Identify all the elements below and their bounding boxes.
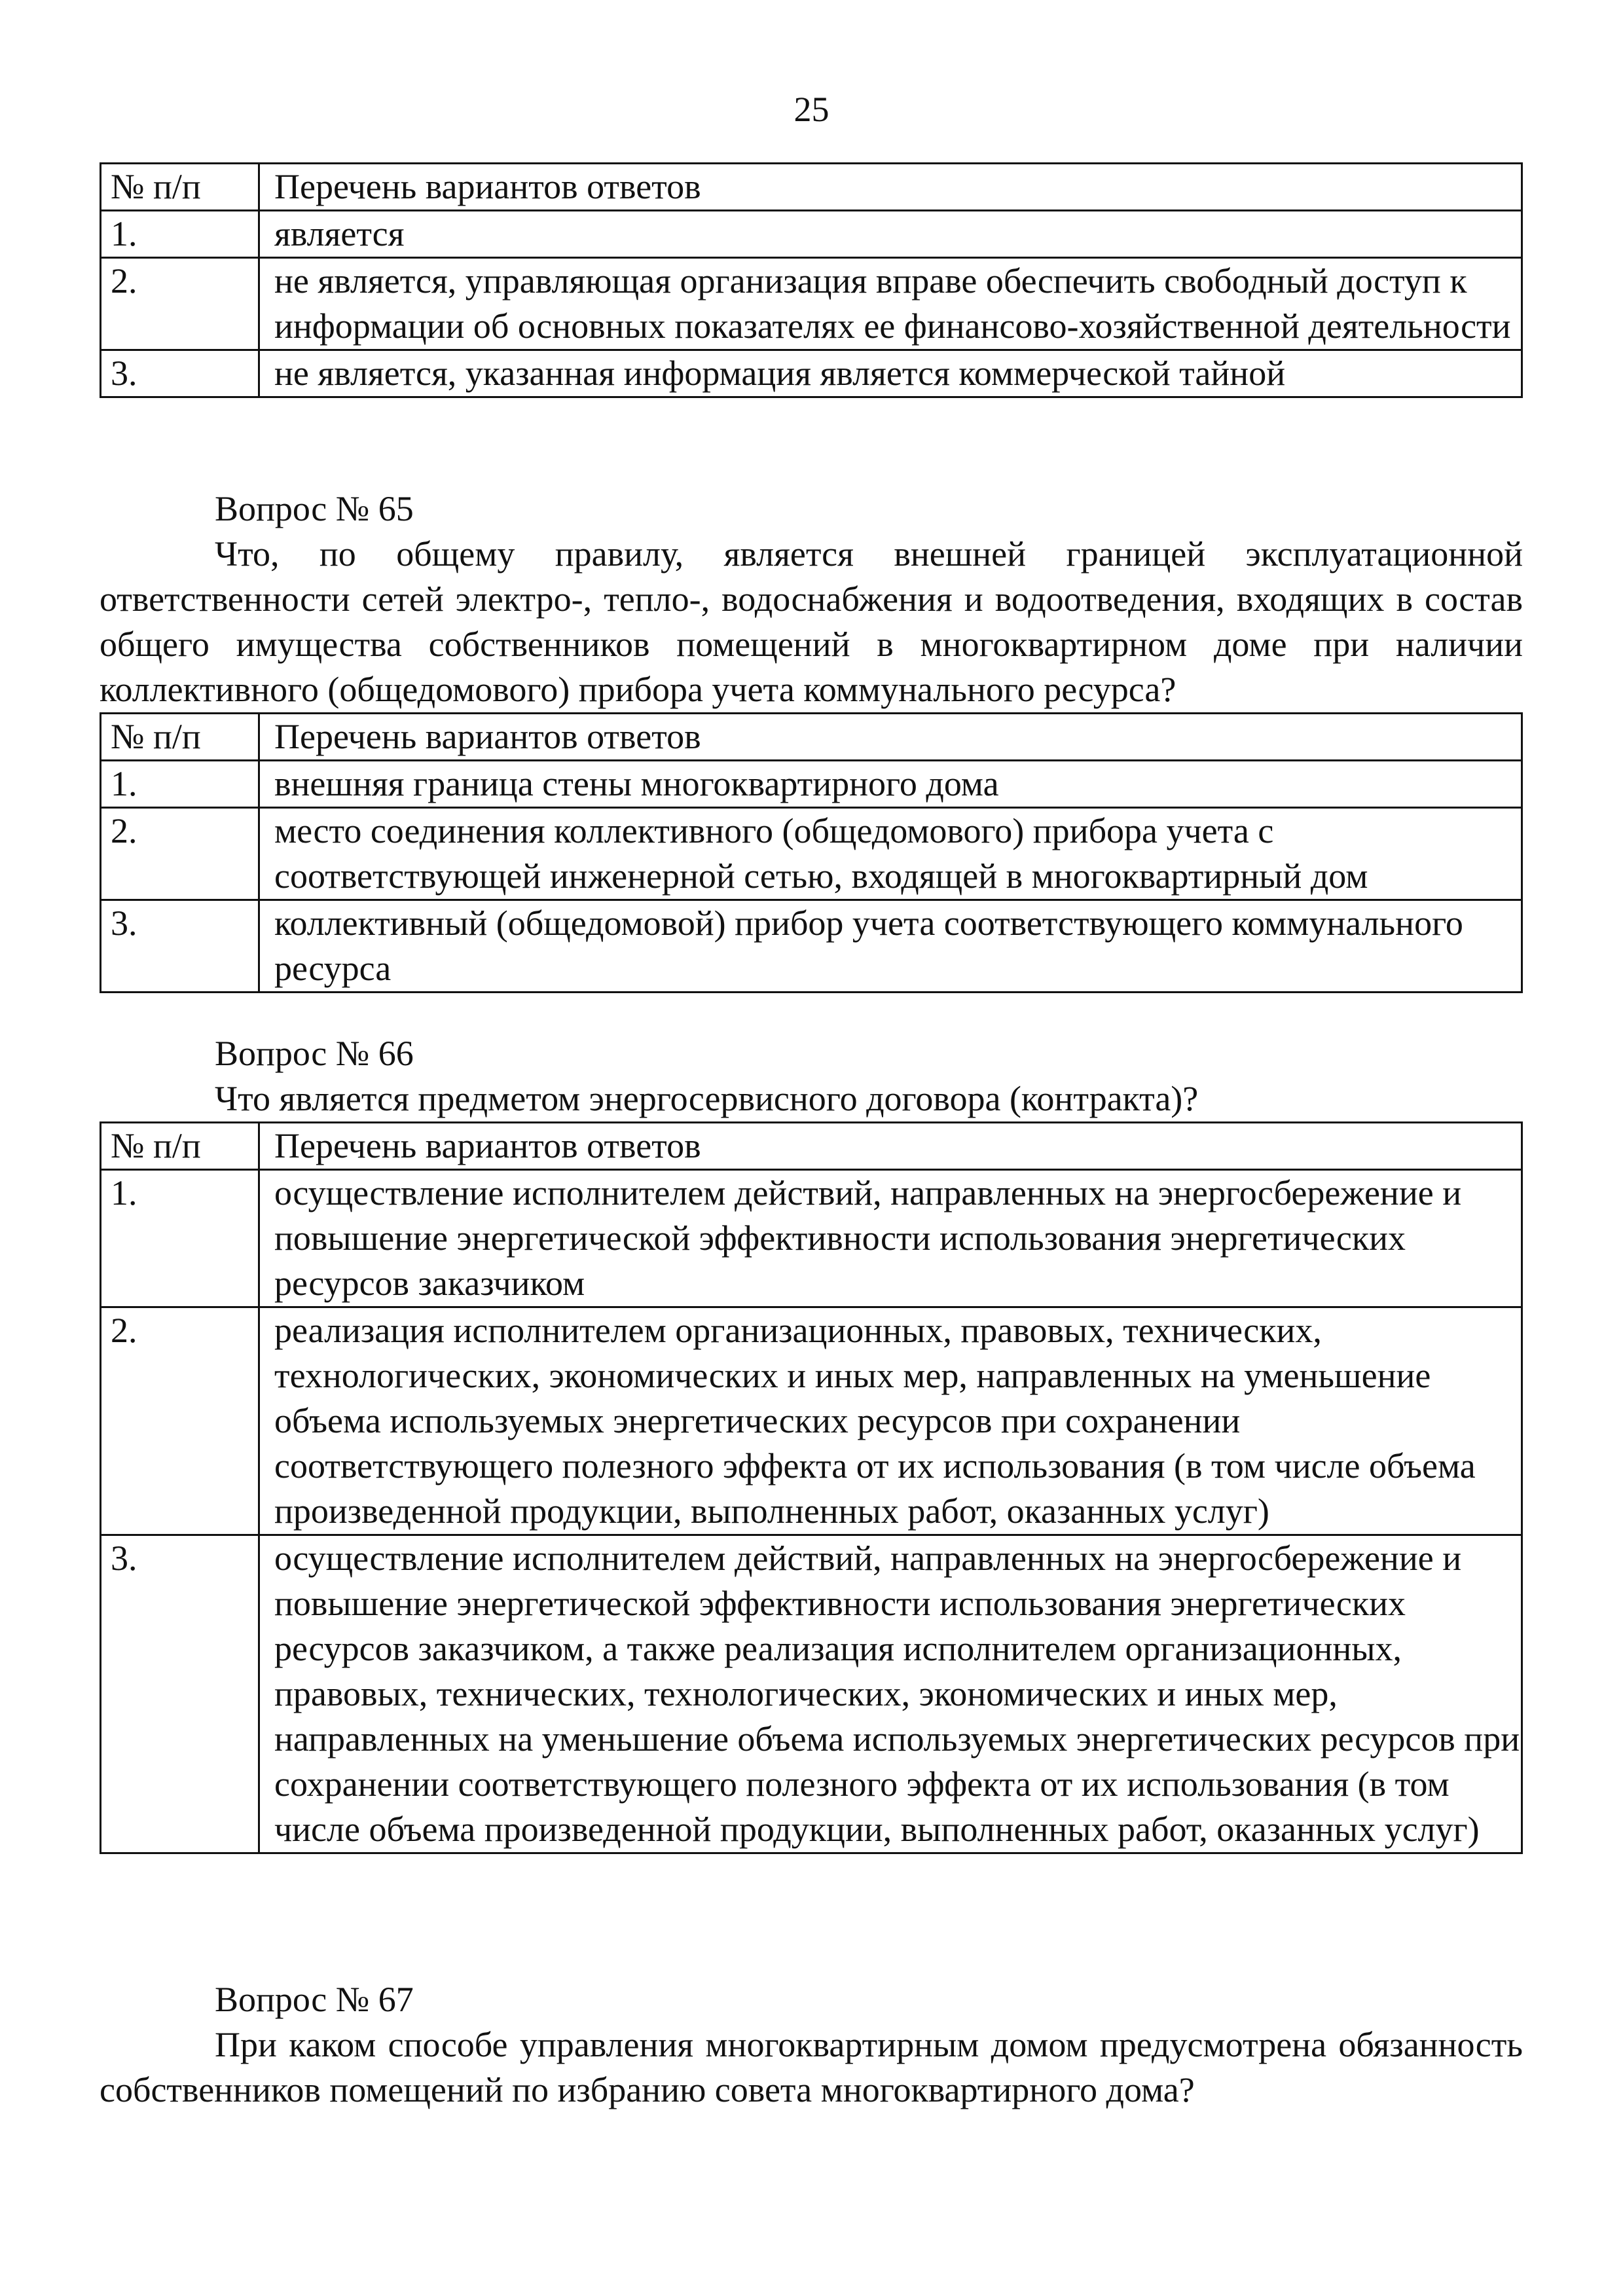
header-answers: Перечень вариантов ответов xyxy=(259,1123,1522,1170)
row-num: 1. xyxy=(101,761,259,808)
row-num: 1. xyxy=(101,211,259,258)
question-title: Вопрос № 66 xyxy=(215,1034,414,1073)
question-66 xyxy=(100,1031,1523,1854)
row-text: осуществление исполнителем действий, направленных на энергосбережение и повышение энергетической эффективности использования энергетических ресурсов заказчиком xyxy=(259,1170,1522,1307)
question-67 xyxy=(100,1977,1523,2113)
row-text: коллективный (общедомовой) прибор учета соответствующего коммунального ресурса xyxy=(259,900,1522,993)
row-text: место соединения коллективного (общедомового) прибора учета с соответствующей инженерной сетью, входящей в многоквартирный дом xyxy=(259,808,1522,900)
question-65 xyxy=(100,486,1523,993)
table-row xyxy=(101,1307,1522,1535)
row-num: 2. xyxy=(101,258,259,350)
row-num: 3. xyxy=(101,1535,259,1853)
row-num: 1. xyxy=(101,1170,259,1307)
table-row xyxy=(101,900,1522,993)
question-title: Вопрос № 65 xyxy=(215,489,414,528)
question-text: При каком способе управления многоквартирным домом предусмотрена обязанность собственников помещений по избранию совета многоквартирного дома? xyxy=(100,2025,1523,2109)
header-num: № п/п xyxy=(101,714,259,761)
row-text: не является, управляющая организация вправе обеспечить свободный доступ к информации об основных показателях ее финансово-хозяйственной деятельности xyxy=(259,258,1522,350)
row-text: является xyxy=(259,211,1522,258)
row-num: 3. xyxy=(101,350,259,397)
answers-table-top xyxy=(100,162,1523,398)
row-text: внешняя граница стены многоквартирного дома xyxy=(259,761,1522,808)
header-answers: Перечень вариантов ответов xyxy=(259,164,1522,211)
header-num: № п/п xyxy=(101,164,259,211)
table-row xyxy=(101,1170,1522,1307)
table-header-row xyxy=(101,714,1522,761)
question-text: Что является предметом энергосервисного договора (контракта)? xyxy=(215,1079,1199,1118)
table-row xyxy=(101,761,1522,808)
table-row xyxy=(101,350,1522,397)
header-answers: Перечень вариантов ответов xyxy=(259,714,1522,761)
table-header-row xyxy=(101,164,1522,211)
answers-table xyxy=(100,712,1523,993)
question-title: Вопрос № 67 xyxy=(215,1980,414,2019)
row-text: осуществление исполнителем действий, направленных на энергосбережение и повышение энергетической эффективности использования энергетических ресурсов заказчиком, а также реализация исполнителем организационных, правовых, технических, технологических, экономических и иных мер, направленных на уменьшение объема используемых энергетических ресурсов при сохранении соответствующего полезного эффекта от их использования (в том числе объема произведенной продукции, выполненных работ, оказанных услуг) xyxy=(259,1535,1522,1853)
row-text: реализация исполнителем организационных, правовых, технических, технологических, экономических и иных мер, направленных на уменьшение объема используемых энергетических ресурсов при сохранении соответствующего полезного эффекта от их использования (в том числе объема произведенной продукции, выполненных работ, оказанных услуг) xyxy=(259,1307,1522,1535)
page-number: 25 xyxy=(793,90,830,129)
answers-table xyxy=(100,162,1523,398)
row-num: 2. xyxy=(101,808,259,900)
header-num: № п/п xyxy=(101,1123,259,1170)
answers-table xyxy=(100,1121,1523,1854)
question-text: Что, по общему правилу, является внешней границей эксплуатационной ответственности сетей электро-, тепло-, водоснабжения и водоотведения, входящих в состав общего имущества собственников помещений в многоквартирном доме при наличии коллективного (общедомового) прибора учета коммунального ресурса? xyxy=(100,534,1523,709)
table-row xyxy=(101,1535,1522,1853)
table-row xyxy=(101,808,1522,900)
table-header-row xyxy=(101,1123,1522,1170)
row-num: 2. xyxy=(101,1307,259,1535)
row-num: 3. xyxy=(101,900,259,993)
table-row xyxy=(101,258,1522,350)
row-text: не является, указанная информация является коммерческой тайной xyxy=(259,350,1522,397)
table-row xyxy=(101,211,1522,258)
